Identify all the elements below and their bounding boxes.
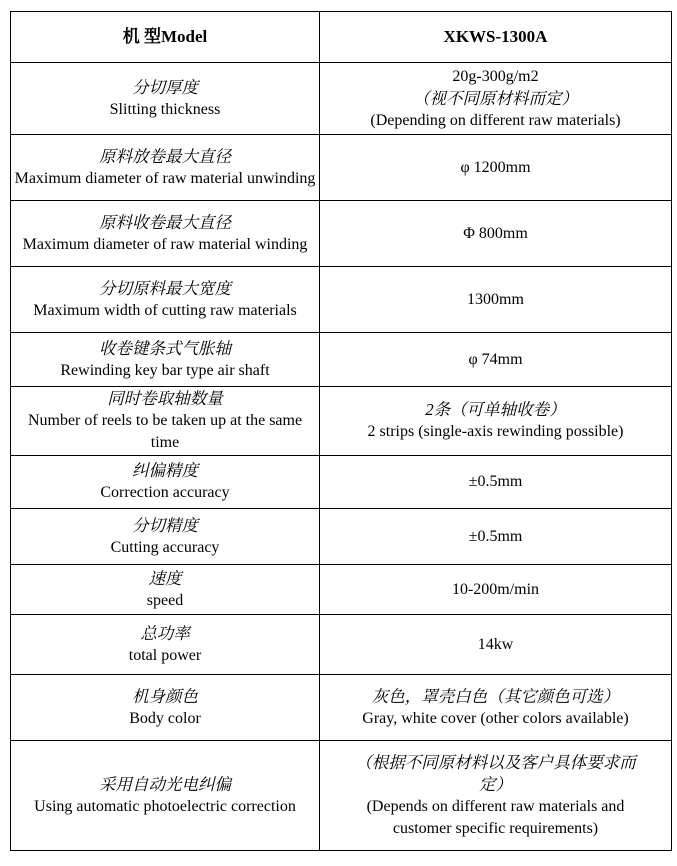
- spec-label-cell: [11, 63, 320, 135]
- spec-value-cell: [320, 456, 672, 509]
- spec-value-line: φ 74mm: [468, 350, 523, 368]
- spec-value-line: (Depends on different raw materials and: [366, 797, 625, 815]
- spec-value-line: ±0.5mm: [468, 527, 523, 545]
- spec-value-cell: [320, 63, 672, 135]
- spec-label-zh: 分切厚度: [132, 77, 198, 97]
- model-value: XKWS-1300A: [443, 27, 548, 46]
- spec-label-en: Maximum diameter of raw material unwinding: [14, 169, 316, 187]
- spec-value-line: （根据不同原材料以及客户具体要求而: [355, 752, 636, 772]
- spec-label-cell: [11, 267, 320, 333]
- spec-value-line: φ 1200mm: [460, 158, 531, 176]
- spec-label-zh: 速度: [148, 568, 182, 588]
- table-row-cutting-accuracy: [11, 509, 672, 565]
- spec-label-cell: [11, 456, 320, 509]
- spec-value-cell: [320, 675, 672, 741]
- spec-value-cell: [320, 615, 672, 675]
- model-value-cell: [320, 12, 672, 63]
- spec-label-en: Rewinding key bar type air shaft: [60, 361, 270, 379]
- table-row-max-cutting-width: [11, 267, 672, 333]
- spec-value-line: 14kw: [477, 635, 514, 653]
- spec-label-en: Correction accuracy: [100, 484, 230, 501]
- spec-value-cell: [320, 135, 672, 201]
- table-row-winding-diameter: [11, 201, 672, 267]
- table-row-slitting-thickness: [11, 63, 672, 135]
- model-header-cell: [11, 12, 320, 63]
- spec-value-cell: [320, 741, 672, 851]
- spec-value-cell: [320, 565, 672, 615]
- spec-value-line: 2 strips (single-axis rewinding possible): [367, 423, 624, 440]
- spec-table: [10, 11, 672, 851]
- spec-label-zh: 分切精度: [132, 515, 198, 535]
- spec-value-line: ±0.5mm: [468, 473, 523, 490]
- spec-label-en: Maximum diameter of raw material winding: [22, 235, 308, 253]
- spec-value-cell: [320, 509, 672, 565]
- spec-label-en: Using automatic photoelectric correction: [34, 797, 296, 815]
- spec-label-en: Number of reels to be taken up at the same time: [27, 412, 303, 451]
- table-row-total-power: [11, 615, 672, 675]
- spec-label-en: Cutting accuracy: [110, 538, 220, 556]
- spec-value-line: 10-200m/min: [451, 580, 540, 598]
- spec-label-cell: [11, 201, 320, 267]
- spec-label-cell: [11, 741, 320, 851]
- spec-label-zh: 采用自动光电纠偏: [99, 774, 231, 794]
- spec-label-en: Maximum width of cutting raw materials: [33, 301, 297, 319]
- spec-label-en: Body color: [129, 709, 201, 727]
- spec-label-cell: [11, 675, 320, 741]
- spec-value-line: Φ 800mm: [463, 224, 528, 242]
- spec-label-en: Slitting thickness: [109, 100, 221, 118]
- spec-value-cell: [320, 387, 672, 456]
- spec-value-line: 20g-300g/m2: [452, 67, 539, 85]
- spec-value-line: 1300mm: [467, 290, 524, 308]
- table-row-unwinding-diameter: [11, 135, 672, 201]
- spec-label-zh: 原料放卷最大直径: [99, 146, 231, 166]
- spec-value-cell: [320, 267, 672, 333]
- spec-value-line: 灰色，罩壳白色（其它颜色可选）: [371, 686, 620, 706]
- spec-label-cell: [11, 387, 320, 456]
- model-header-label: 机 型Model: [122, 27, 208, 46]
- spec-value-line: （视不同原材料而定）: [413, 88, 578, 108]
- spec-label-zh: 机身颜色: [132, 686, 198, 706]
- spec-label-cell: [11, 333, 320, 387]
- table-row-air-shaft: [11, 333, 672, 387]
- spec-label-en: speed: [146, 591, 184, 609]
- spec-label-zh: 总功率: [140, 623, 190, 643]
- table-row-photoelectric-correction: [11, 741, 672, 851]
- spec-label-zh: 纠偏精度: [132, 461, 198, 480]
- spec-label-cell: [11, 135, 320, 201]
- header-row: [11, 12, 672, 63]
- spec-label-en: total power: [128, 646, 202, 664]
- spec-value-line: 2条（可单轴收卷）: [425, 400, 566, 419]
- spec-label-zh: 原料收卷最大直径: [99, 212, 231, 232]
- table-row-correction-accuracy: [11, 456, 672, 509]
- spec-label-cell: [11, 615, 320, 675]
- spec-label-zh: 收卷键条式气胀轴: [99, 338, 231, 358]
- spec-label-zh: 分切原料最大宽度: [99, 278, 231, 298]
- spec-value-line: 定）: [479, 774, 512, 794]
- spec-value-line: (Depending on different raw materials): [370, 111, 621, 129]
- spec-label-cell: [11, 565, 320, 615]
- spec-value-cell: [320, 201, 672, 267]
- spec-label-cell: [11, 509, 320, 565]
- table-row-speed: [11, 565, 672, 615]
- spec-value-cell: [320, 333, 672, 387]
- spec-value-line: Gray, white cover (other colors available): [362, 709, 629, 727]
- spec-label-zh: 同时卷取轴数量: [107, 389, 223, 408]
- table-row-number-of-reels: [11, 387, 672, 456]
- spec-value-line: customer specific requirements): [392, 819, 599, 837]
- table-row-body-color: [11, 675, 672, 741]
